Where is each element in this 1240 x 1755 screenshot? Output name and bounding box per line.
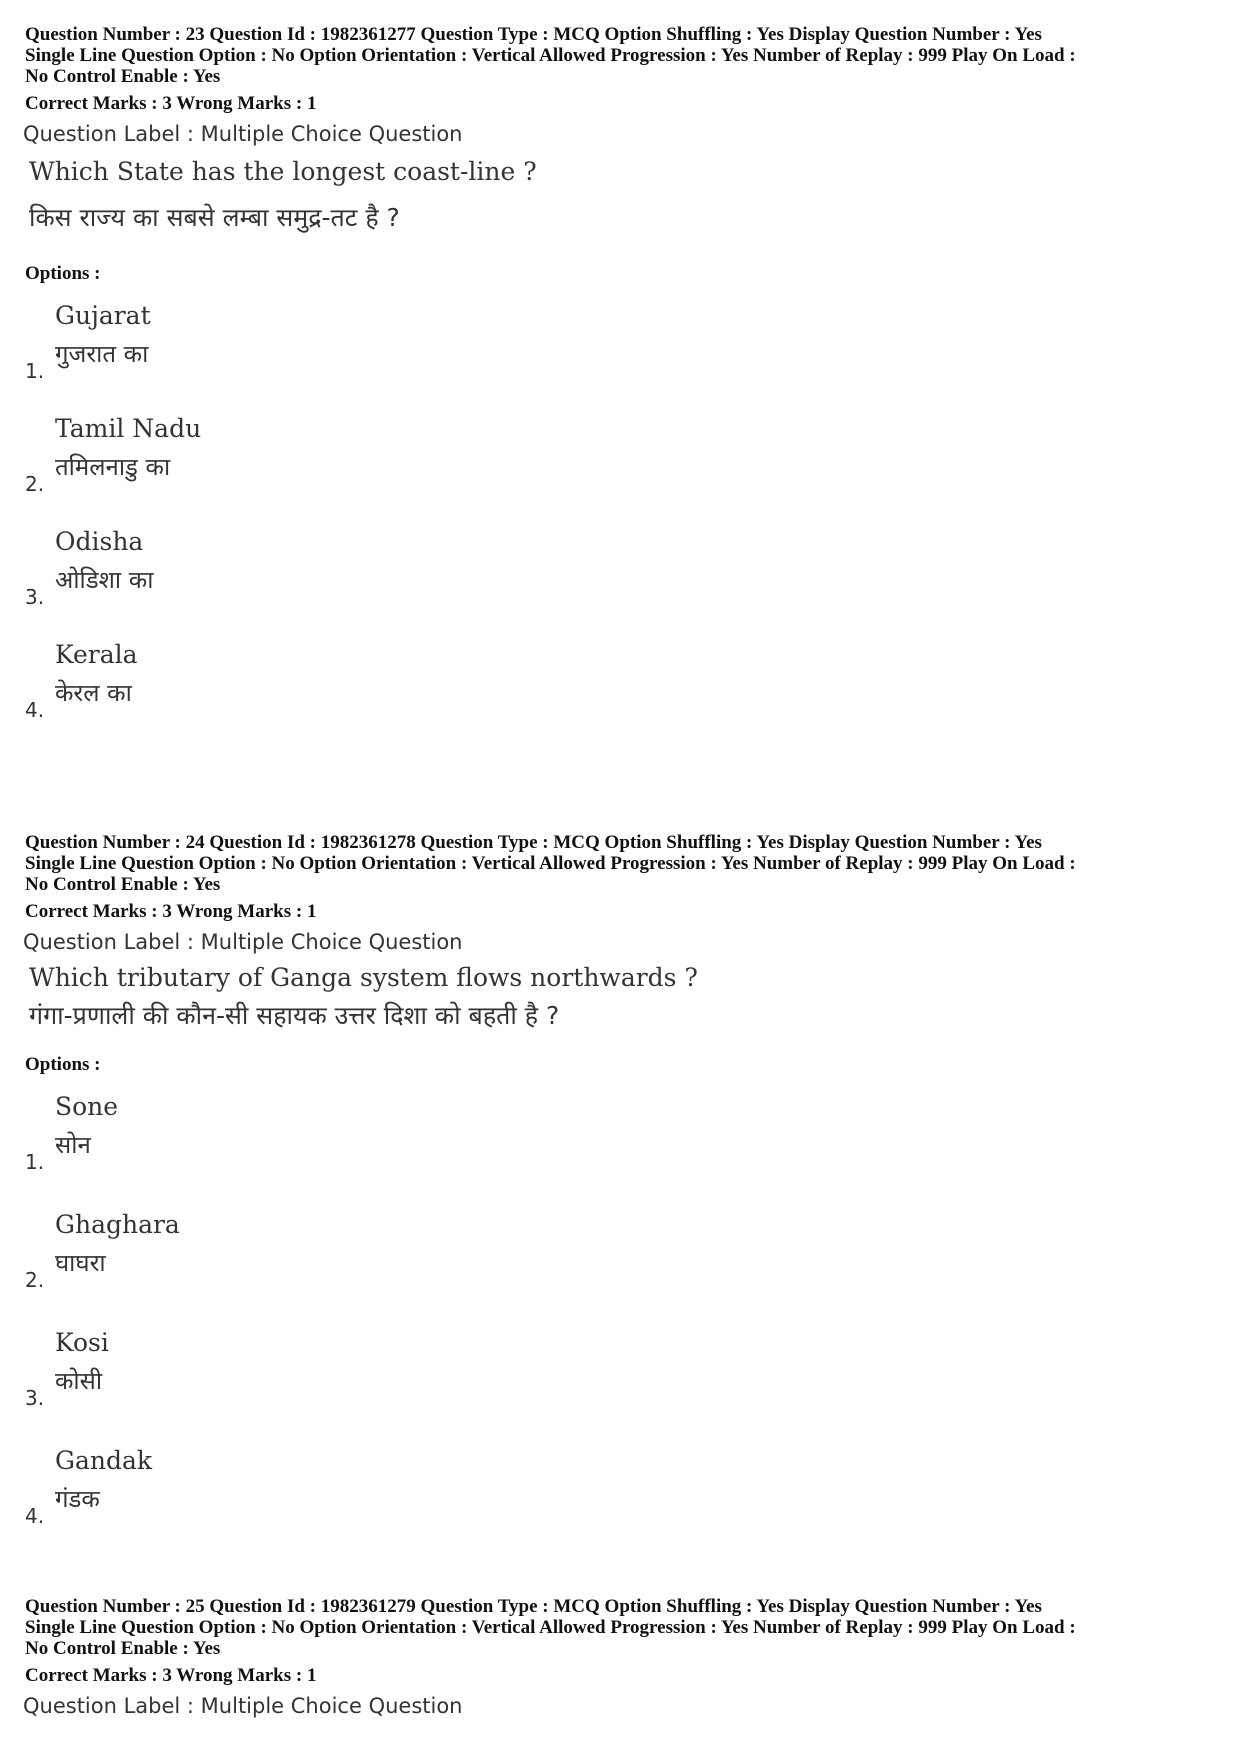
option-text-english: Kosi [55, 1328, 109, 1357]
option-2[interactable] [25, 1208, 1215, 1326]
option-number: 4. [25, 1504, 45, 1528]
option-text-hindi: घाघरा [55, 1249, 106, 1277]
question-label: Question Label : Multiple Choice Question [23, 1694, 463, 1718]
option-text-english: Odisha [55, 527, 144, 556]
option-3[interactable] [25, 1326, 1215, 1444]
question-text-hindi: किस राज्य का सबसे लम्बा समुद्र-तट है ? [29, 203, 400, 232]
question-meta-line-3: No Control Enable : Yes [25, 66, 221, 87]
option-text-hindi: गंडक [55, 1485, 100, 1513]
option-text-hindi: तमिलनाडु का [55, 453, 171, 481]
option-4[interactable] [25, 638, 1215, 751]
option-number: 3. [25, 585, 45, 609]
question-meta-line-2: Single Line Question Option : No Option Orientation : Vertical Allowed Progression : Yes Number of Replay : 999 Play On Load : [25, 1617, 1076, 1638]
option-number: 3. [25, 1386, 45, 1410]
question-25 [25, 1596, 1215, 1720]
option-number: 1. [25, 359, 45, 383]
option-text-hindi: केरल का [55, 679, 132, 707]
question-meta-line-1: Question Number : 23 Question Id : 1982361277 Question Type : MCQ Option Shuffling : Yes Display Question Number : Yes [25, 24, 1042, 45]
question-marks: Correct Marks : 3 Wrong Marks : 1 [25, 93, 317, 114]
option-1[interactable] [25, 1090, 1215, 1208]
option-4[interactable] [25, 1444, 1215, 1562]
option-number: 1. [25, 1150, 45, 1174]
option-number: 4. [25, 698, 45, 722]
question-meta-line-3: No Control Enable : Yes [25, 1638, 221, 1659]
option-text-english: Gujarat [55, 301, 151, 330]
option-text-english: Gandak [55, 1446, 153, 1475]
option-1[interactable] [25, 299, 1215, 412]
option-2[interactable] [25, 412, 1215, 525]
option-text-english: Kerala [55, 640, 138, 669]
question-marks: Correct Marks : 3 Wrong Marks : 1 [25, 1665, 317, 1686]
question-meta-line-2: Single Line Question Option : No Option Orientation : Vertical Allowed Progression : Yes Number of Replay : 999 Play On Load : [25, 853, 1076, 874]
option-text-english: Sone [55, 1092, 119, 1121]
option-text-english: Tamil Nadu [55, 414, 202, 443]
question-text-hindi: गंगा-प्रणाली की कौन-सी सहायक उत्तर दिशा को बहती है ? [29, 1001, 560, 1030]
question-24 [25, 832, 1215, 1034]
option-text-hindi: गुजरात का [55, 340, 149, 368]
question-meta-line-2: Single Line Question Option : No Option Orientation : Vertical Allowed Progression : Yes Number of Replay : 999 Play On Load : [25, 45, 1076, 66]
options-list [25, 263, 1215, 751]
options-list [25, 1054, 1215, 1562]
question-text-english: Which State has the longest coast-line ? [29, 157, 537, 186]
question-text-english: Which tributary of Ganga system flows northwards ? [29, 963, 698, 992]
option-text-english: Ghaghara [55, 1210, 180, 1239]
question-23 [25, 24, 1215, 236]
question-label: Question Label : Multiple Choice Question [23, 930, 463, 954]
option-number: 2. [25, 472, 45, 496]
options-heading: Options : [25, 263, 101, 284]
question-meta-line-1: Question Number : 25 Question Id : 1982361279 Question Type : MCQ Option Shuffling : Yes Display Question Number : Yes [25, 1596, 1042, 1617]
option-text-hindi: कोसी [55, 1367, 103, 1395]
option-3[interactable] [25, 525, 1215, 638]
option-number: 2. [25, 1268, 45, 1292]
option-text-hindi: सोन [55, 1131, 91, 1159]
question-marks: Correct Marks : 3 Wrong Marks : 1 [25, 901, 317, 922]
options-heading: Options : [25, 1054, 101, 1075]
option-text-hindi: ओडिशा का [55, 566, 154, 594]
question-meta-line-3: No Control Enable : Yes [25, 874, 221, 895]
question-meta-line-1: Question Number : 24 Question Id : 1982361278 Question Type : MCQ Option Shuffling : Yes Display Question Number : Yes [25, 832, 1042, 853]
question-label: Question Label : Multiple Choice Question [23, 122, 463, 146]
